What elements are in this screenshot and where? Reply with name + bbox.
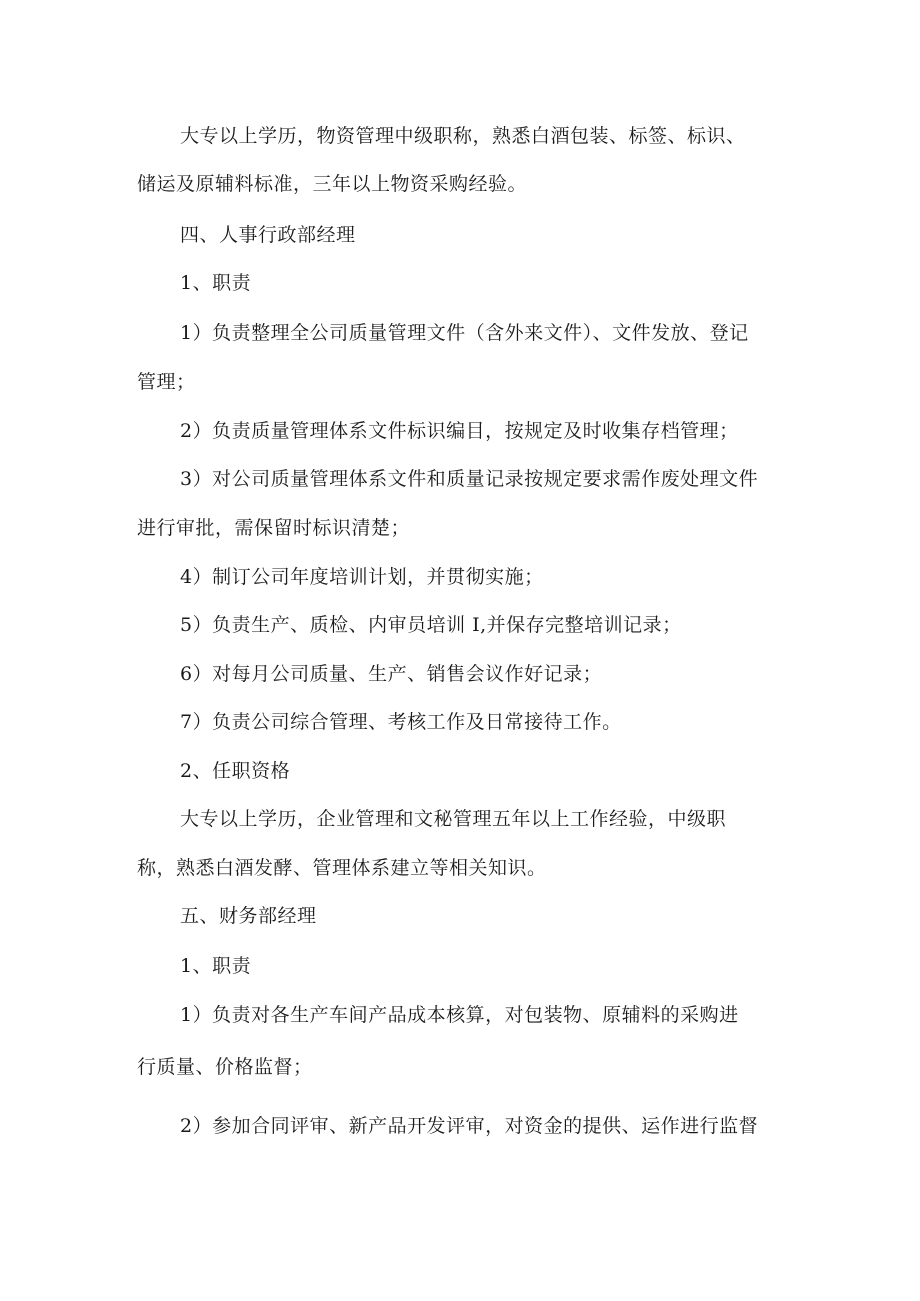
paragraph-line: 行质量、价格监督； [137,1056,313,1078]
subsection-heading: 1、职责 [180,272,252,294]
paragraph-line: 4）制订公司年度培训计划，并贯彻实施； [180,566,544,588]
paragraph-line: 1）负责对各生产车间产品成本核算，对包装物、原辅料的采购进 [180,1004,739,1026]
paragraph-line: 3）对公司质量管理体系文件和质量记录按规定要求需作废处理文件 [180,468,759,490]
paragraph-line: 进行审批，需保留时标识清楚； [137,517,411,539]
paragraph-line: 7）负责公司综合管理、考核工作及日常接待工作。 [180,711,622,733]
paragraph-line: 2）负责质量管理体系文件标识编目，按规定及时收集存档管理； [180,420,739,442]
paragraph-line: 大专以上学历，企业管理和文秘管理五年以上工作经验，中级职 [180,808,727,830]
subsection-heading: 1、职责 [180,955,252,977]
paragraph-line: 2）参加合同评审、新产品开发评审，对资金的提供、运作进行监督 [180,1115,759,1137]
subsection-heading: 2、任职资格 [180,760,291,782]
paragraph-line: 储运及原辅料标准，三年以上物资采购经验。 [137,173,528,195]
paragraph-line: 称，熟悉白酒发酵、管理体系建立等相关知识。 [137,857,547,879]
paragraph-line: 6）对每月公司质量、生产、销售会议作好记录； [180,663,603,685]
section-heading: 四、人事行政部经理 [180,224,356,246]
paragraph-line: 5）负责生产、质检、内审员培训 I,并保存完整培训记录； [180,614,682,636]
section-heading: 五、财务部经理 [180,905,317,927]
paragraph-line: 1）负责整理全公司质量管理文件（含外来文件）、文件发放、登记 [180,322,749,344]
paragraph-line: 管理； [137,371,196,393]
paragraph-line: 大专以上学历，物资管理中级职称，熟悉白酒包装、标签、标识、 [180,125,746,147]
